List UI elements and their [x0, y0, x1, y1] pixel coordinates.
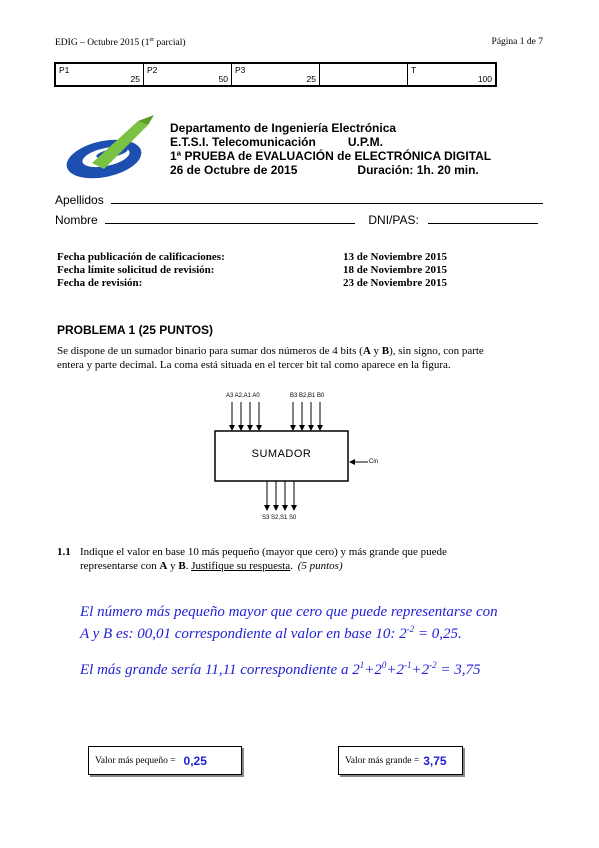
department-name: Departamento de Ingeniería Electrónica: [170, 121, 397, 135]
max-value: 3,75: [423, 753, 447, 768]
score-cell-p2: P2 50: [144, 64, 232, 85]
score-cell-empty: [320, 64, 408, 85]
output-labels: S3 S2,S1 S0: [262, 515, 297, 521]
date-labels: Fecha publicación de calificaciones: Fecha límite solicitud de revisión: Fecha de revisión:: [57, 251, 225, 289]
department-info: [170, 121, 491, 177]
carry-in-label: Cin: [369, 459, 379, 465]
page-number: Página 1 de 7: [491, 37, 543, 47]
answer-line-3: El más grande sería 11,11 correspondiente a $2^1+2^0+2^{-1}+2^{-2} = 3,75$: [80, 660, 481, 678]
answer-line-2: A y B es: 00,01 correspondiente al valor en base 10: $2^{-2} = 0,25$.: [80, 624, 462, 642]
exam-title: 1ª PRUEBA de EVALUACIÓN de ELECTRÓNICA DIGITAL: [170, 149, 492, 163]
problem-title: PROBLEMA 1 (25 PUNTOS): [57, 323, 214, 337]
school-line: E.T.S.I. Telecomunicación U.P.M.: [170, 135, 383, 149]
page-header-left: EDIG – Octubre 2015 (1er parcial): [55, 37, 186, 49]
score-cell-p3: P3 25: [232, 64, 320, 85]
apellidos-field[interactable]: Apellidos: [55, 193, 543, 207]
adder-block-label: SUMADOR: [251, 448, 312, 460]
score-table: [54, 62, 497, 87]
problem-statement: Se dispone de un sumador binario para sumar dos números de 4 bits (A y B), sin signo, con parte entera y parte decimal. La coma está situada en el tercer bit tal como aparece en la figura.: [57, 345, 484, 371]
answer-line-1: El número más pequeño mayor que cero que puede representarse con: [80, 604, 498, 620]
min-value-box: Valor más pequeño = 0,25: [88, 746, 242, 775]
date-values: 13 de Noviembre 2015 18 de Noviembre 2015 23 de Noviembre 2015: [343, 251, 447, 289]
nombre-field[interactable]: Nombre DNI/PAS:: [55, 213, 538, 227]
min-value: 0,25: [183, 753, 207, 768]
dni-label: DNI/PAS:: [368, 213, 419, 227]
score-cell-p1: P1 25: [56, 64, 144, 85]
max-value-box: Valor más grande = 3,75: [338, 746, 463, 775]
exam-date-line: 26 de Octubre de 2015 Duración: 1h. 20 min.: [170, 163, 479, 177]
university-logo-icon: [62, 115, 162, 181]
input-b-labels: B3 B2,B1 B0: [290, 393, 325, 399]
question-1-1: 1.1 Indique el valor en base 10 más pequeño (mayor que cero) y más grande que puede representarse con A y B. Justifique su respuesta. (5 puntos): [57, 546, 447, 572]
input-a-labels: A3 A2,A1 A0: [226, 393, 260, 399]
score-cell-total: T 100: [411, 65, 492, 84]
